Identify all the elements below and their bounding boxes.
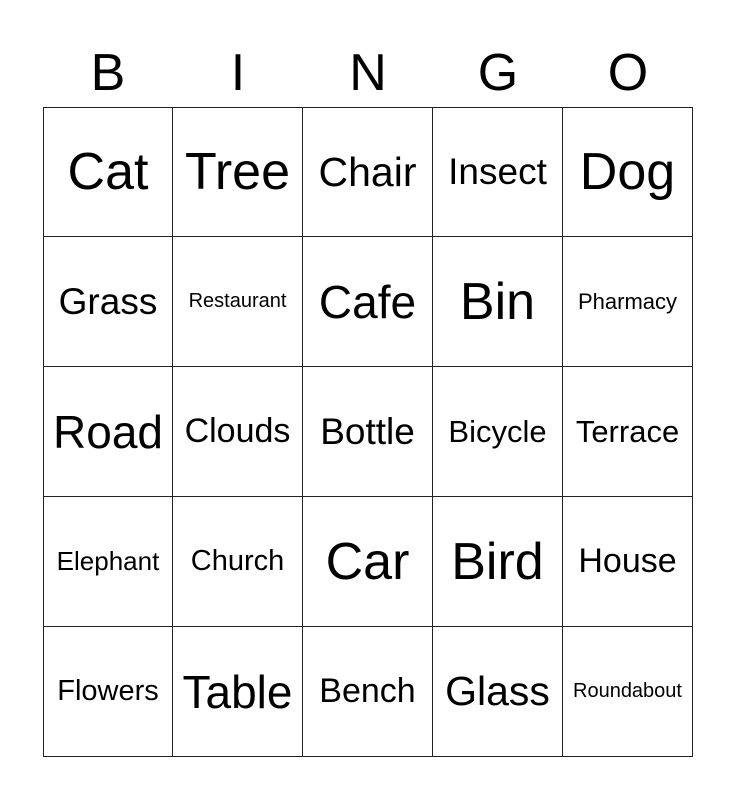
bingo-cell[interactable]: House [563,497,693,627]
bingo-cell[interactable]: Church [173,497,303,627]
bingo-cell[interactable]: Restaurant [173,237,303,367]
bingo-cell[interactable]: Dog [563,107,693,237]
bingo-cell[interactable]: Pharmacy [563,237,693,367]
header-letter-i: I [230,44,246,102]
header-letter-b: B [90,44,126,102]
bingo-header [43,40,693,106]
bingo-cell[interactable]: Tree [173,107,303,237]
bingo-cell[interactable]: Bird [433,497,563,627]
bingo-cell[interactable]: Road [43,367,173,497]
bingo-board [43,107,693,757]
bingo-cell[interactable]: Cat [43,107,173,237]
bingo-cell[interactable]: Chair [303,107,433,237]
header-letter-g: G [477,44,519,102]
bingo-cell[interactable]: Insect [433,107,563,237]
bingo-cell[interactable]: Bin [433,237,563,367]
bingo-cell[interactable]: Bicycle [433,367,563,497]
bingo-cell[interactable]: Table [173,627,303,757]
bingo-cell[interactable]: Clouds [173,367,303,497]
header-letter-n: N [349,44,387,102]
bingo-cell[interactable]: Bench [303,627,433,757]
bingo-cell[interactable]: Terrace [563,367,693,497]
bingo-cell[interactable]: Grass [43,237,173,367]
bingo-cell[interactable]: Flowers [43,627,173,757]
bingo-cell[interactable]: Car [303,497,433,627]
bingo-cell[interactable]: Roundabout [563,627,693,757]
header-letter-o: O [607,44,649,102]
bingo-cell[interactable]: Elephant [43,497,173,627]
bingo-cell[interactable]: Glass [433,627,563,757]
bingo-cell[interactable]: Cafe [303,237,433,367]
bingo-cell[interactable]: Bottle [303,367,433,497]
